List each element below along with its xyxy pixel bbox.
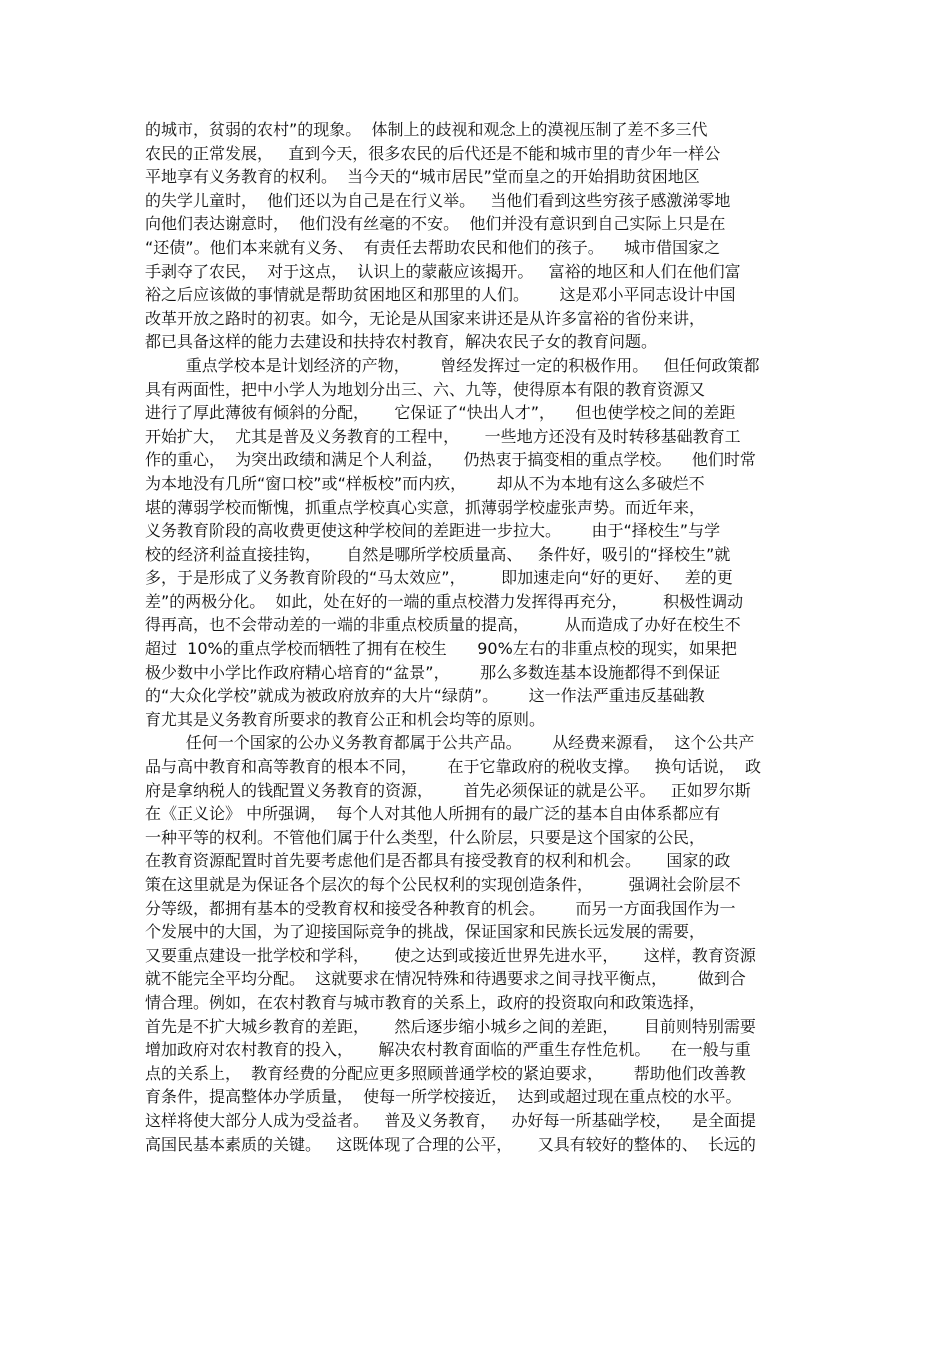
text-line: 高国民基本素质的关键。 这既体现了合理的公平， 又具有较好的整体的、 长远的 bbox=[145, 1134, 756, 1154]
text-line: 差”的两极分化。 如此，处在好的一端的重点校潜力发挥得再充分， 积极性调动 bbox=[145, 591, 744, 611]
text-line: 策在这里就是为保证各个层次的每个公民权利的实现创造条件， 强调社会阶层不 bbox=[145, 875, 741, 894]
text-line: 任何一个国家的公办义务教育都属于公共产品。 从经费来源看， 这个公共产 bbox=[145, 733, 755, 753]
text-line: 又要重点建设一批学校和学科， 使之达到或接近世界先进水平， 这样，教育资源 bbox=[145, 945, 756, 965]
text-line: 手剥夺了农民， 对于这点， 认识上的蒙蔽应该揭开。 富裕的地区和人们在他们富 bbox=[145, 261, 741, 281]
text-line: 在教育资源配置时首先要考虑他们是否都具有接受教育的权利和机会。 国家的政 bbox=[145, 851, 731, 871]
text-line: 开始扩大， 尤其是普及义务教育的工程中， 一些地方还没有及时转移基础教育工 bbox=[145, 426, 741, 446]
text-line: “还债”。他们本来就有义务、 有责任去帮助农民和他们的孩子。 城市借国家之 bbox=[145, 237, 721, 257]
text-line: 一种平等的权利。不管他们属于什么类型，什么阶层，只要是这个国家的公民， bbox=[145, 827, 706, 847]
text-line: 都已具备这样的能力去建设和扶持农村教育，解决农民子女的教育问题。 bbox=[145, 332, 658, 352]
text-line: 堪的薄弱学校而惭愧，抓重点学校真心实意，抓薄弱学校虚张声势。而近年来， bbox=[145, 497, 706, 517]
text-line: 改革开放之路时的初衷。如今，无论是从国家来讲还是从许多富裕的省份来讲， bbox=[145, 308, 706, 328]
text-line: 育条件，提高整体办学质量， 使每一所学校接近， 达到或超过现在重点校的水平。 bbox=[145, 1087, 742, 1107]
text-line: 府是拿纳税人的钱配置义务教育的资源， 首先必须保证的就是公平。 正如罗尔斯 bbox=[145, 780, 751, 800]
text-line: 进行了厚此薄彼有倾斜的分配， 它保证了“快出人才”， 但也使学校之间的差距 bbox=[145, 403, 736, 423]
text-line: 的城市，贫弱的农村”的现象。 体制上的歧视和观念上的漠视压制了差不多三代 bbox=[145, 120, 708, 139]
text-line: 校的经济利益直接挂钩， 自然是哪所学校质量高、 条件好，吸引的“择校生”就 bbox=[145, 544, 731, 564]
text-line: 裕之后应该做的事情就是帮助贫困地区和那里的人们。 这是邓小平同志设计中国 bbox=[145, 285, 736, 305]
text-line: 个发展中的大国，为了迎接国际竞争的挑战，保证国家和民族长远发展的需要， bbox=[145, 922, 706, 942]
text-line: 育尤其是义务教育所要求的教育公正和机会均等的原则。 bbox=[145, 709, 546, 729]
text-line: 这样将使大部分人成为受益者。 普及义务教育， 办好每一所基础学校， 是全面提 bbox=[145, 1110, 756, 1130]
text-line: 首先是不扩大城乡教育的差距， 然后逐步缩小城乡之间的差距， 目前则特别需要 bbox=[145, 1016, 756, 1036]
text-line: 在《正义论》 中所强调， 每个人对其他人所拥有的最广泛的基本自由体系都应有 bbox=[145, 804, 721, 824]
text-line: 情合理。例如，在农村教育与城市教育的关系上，政府的投资取向和政策选择， bbox=[145, 992, 706, 1012]
text-line: 点的关系上， 教育经费的分配应更多照顾普通学校的紧迫要求， 帮助他们改善教 bbox=[145, 1063, 746, 1083]
text-line: 重点学校本是计划经济的产物， 曾经发挥过一定的积极作用。 但任何政策都 bbox=[145, 355, 760, 375]
text-line: 具有两面性，把中小学人为地划分出三、六、九等，使得原本有限的教育资源又 bbox=[145, 379, 706, 399]
text-line: 品与高中教育和高等教育的根本不同， 在于它靠政府的税收支撑。 换句话说， 政 bbox=[145, 757, 761, 777]
text-line: 义务教育阶段的高收费更使这种学校间的差距进一步拉大。 由于“择校生”与学 bbox=[145, 521, 721, 541]
text-line: 农民的正常发展， 直到今天，很多农民的后代还是不能和城市里的青少年一样公 bbox=[145, 143, 721, 163]
body-text bbox=[145, 118, 810, 1156]
text-line: 的“大众化学校”就成为被政府放弃的大片“绿荫”。 这一作法严重违反基础教 bbox=[145, 686, 705, 706]
text-line: 为本地没有几所“窗口校”或“样板校”而内疚， 却从不为本地有这么多破烂不 bbox=[145, 473, 705, 493]
text-line: 就不能完全平均分配。 这就要求在情况特殊和待遇要求之间寻找平衡点， 做到合 bbox=[145, 969, 746, 989]
text-line: 增加政府对农村教育的投入， 解决农村教育面临的严重生存性危机。 在一般与重 bbox=[145, 1040, 751, 1060]
text-line: 作的重心， 为突出政绩和满足个人利益， 仍热衷于搞变相的重点学校。 他们时常 bbox=[145, 450, 756, 470]
text-line: 得再高，也不会带动差的一端的非重点校质量的提高， 从而造成了办好在校生不 bbox=[145, 615, 741, 635]
text-line: 向他们表达谢意时， 他们没有丝毫的不安。 他们并没有意识到自己实际上只是在 bbox=[145, 214, 726, 234]
text-line: 极少数中小学比作政府精心培育的“盆景”， 那么多数连基本设施都得不到保证 bbox=[145, 662, 721, 682]
text-line: 平地享有义务教育的权利。 当今天的“城市居民”堂而皇之的开始捐助贫困地区 bbox=[145, 167, 700, 187]
text-line: 超过 10%的重点学校而牺牲了拥有在校生 90%左右的非重点校的现实，如果把 bbox=[145, 639, 737, 659]
text-line: 多，于是形成了义务教育阶段的“马太效应”， 即加速走向“好的更好、 差的更 bbox=[145, 568, 733, 588]
text-line: 分等级，都拥有基本的受教育权和接受各种教育的机会。 而另一方面我国作为一 bbox=[145, 898, 736, 918]
text-line: 的失学儿童时， 他们还以为自己是在行义举。 当他们看到这些穷孩子感激涕零地 bbox=[145, 190, 731, 210]
